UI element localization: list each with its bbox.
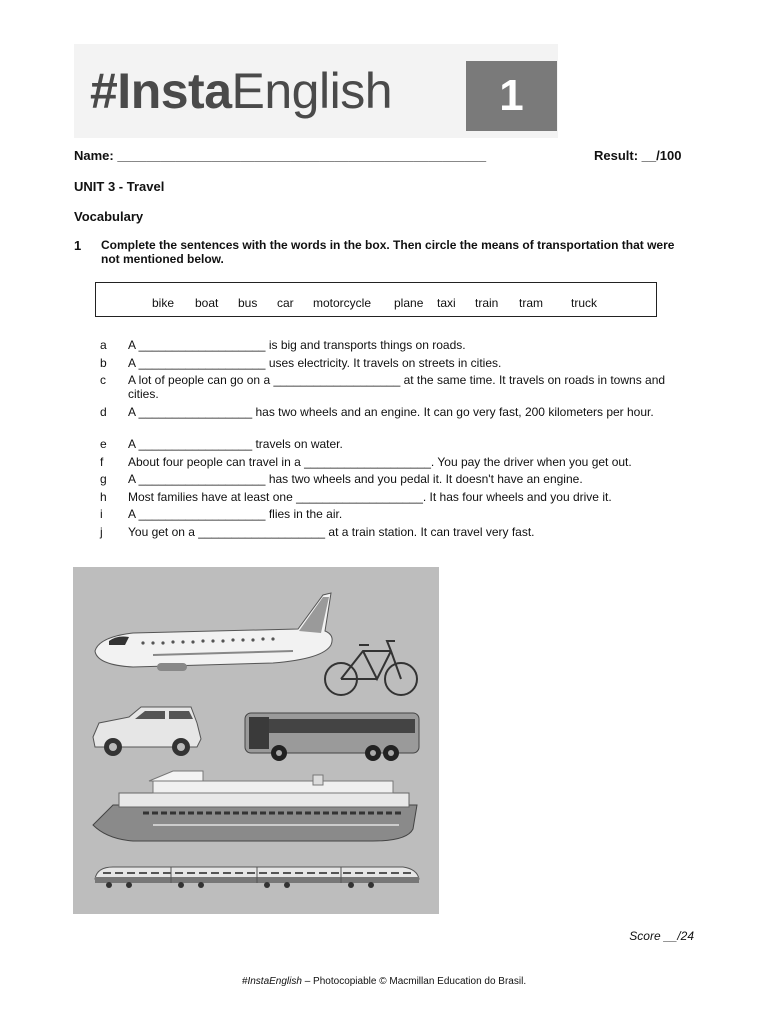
item-letter: f — [100, 455, 104, 469]
level-badge: 1 — [466, 61, 557, 131]
item-letter: e — [100, 437, 107, 451]
item-letter: c — [100, 373, 106, 387]
item-sentence[interactable]: A _________________ travels on water. — [128, 437, 343, 451]
section-title: Vocabulary — [74, 209, 144, 224]
bicycle-icon — [325, 641, 417, 695]
item-sentence[interactable]: A ___________________ flies in the air. — [128, 507, 343, 521]
result-field: Result: __/100 — [594, 148, 682, 163]
exercise-number: 1 — [74, 238, 82, 253]
word-tram: tram — [519, 296, 543, 310]
word-boat: boat — [195, 296, 219, 310]
item-sentence[interactable]: A ___________________ is big and transports things on roads. — [128, 338, 466, 352]
footer-brand: #InstaEnglish — [241, 976, 302, 987]
item-letter: a — [100, 338, 107, 352]
word-train: train — [475, 296, 499, 310]
transport-illustration — [73, 567, 439, 914]
unit-title: UNIT 3 - Travel — [74, 179, 165, 194]
word-bike: bike — [152, 296, 175, 310]
item-letter: i — [100, 507, 103, 521]
word-truck: truck — [571, 296, 598, 310]
footer-copyright: – Photocopiable © Macmillan Education do Brasil. — [301, 976, 527, 987]
item-letter: d — [100, 405, 107, 419]
word-plane: plane — [394, 296, 424, 310]
car-icon — [93, 707, 201, 756]
airplane-icon — [95, 593, 332, 671]
train-icon — [95, 867, 419, 888]
item-sentence[interactable]: Most families have at least one ___________________. It has four wheels and you drive it. — [128, 490, 612, 504]
item-letter: g — [100, 472, 107, 486]
word-taxi: taxi — [437, 296, 456, 310]
bus-icon — [245, 713, 419, 761]
footer — [0, 976, 768, 987]
item-letter: h — [100, 490, 107, 504]
word-motorcycle: motorcycle — [313, 296, 372, 310]
item-sentence[interactable]: A ___________________ uses electricity. It travels on streets in cities. — [128, 356, 502, 370]
exercise-instruction: Complete the sentences with the words in the box. Then circle the means of transportation that were not mentioned below. — [101, 238, 675, 266]
item-sentence[interactable]: A lot of people can go on a ___________________ at the same time. It travels on roads in towns and cities. — [128, 373, 666, 401]
item-letter: b — [100, 356, 107, 370]
item-sentence[interactable]: A ___________________ has two wheels and you pedal it. It doesn't have an engine. — [128, 472, 583, 486]
word-bus: bus — [238, 296, 258, 310]
instaenglish-logo: #InstaEnglish — [90, 63, 393, 119]
item-sentence[interactable]: About four people can travel in a ___________________. You pay the driver when you get out. — [128, 455, 632, 469]
item-sentence[interactable]: You get on a ___________________ at a train station. It can travel very fast. — [128, 525, 535, 539]
score-label: Score __/24 — [629, 929, 694, 943]
item-sentence[interactable]: A _________________ has two wheels and an engine. It can go very fast, 200 kilometers per hour. — [128, 405, 654, 419]
name-field[interactable]: Name: ___________________________________________________ — [74, 148, 487, 163]
ship-icon — [93, 771, 417, 841]
item-letter: j — [100, 525, 103, 539]
word-car: car — [277, 296, 294, 310]
